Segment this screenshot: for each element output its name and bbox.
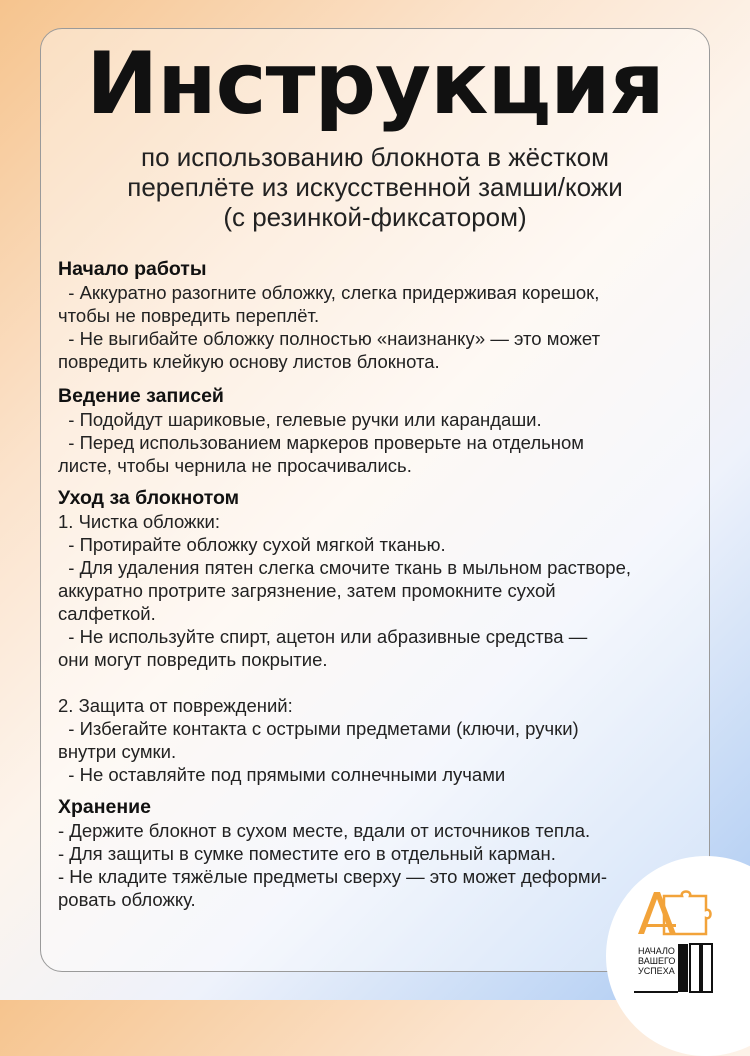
section-storage xyxy=(58,796,706,911)
text-line: 2. Защита от повреждений: xyxy=(58,695,293,716)
text-line: - Держите блокнот в сухом месте, вдали от источников тепла. xyxy=(58,820,591,841)
section-heading: Ведение записей xyxy=(58,385,224,407)
section-heading: Хранение xyxy=(58,796,151,818)
subtitle-line: (с резинкой-фиксатором) xyxy=(223,202,527,232)
page-subtitle xyxy=(0,142,750,232)
section-care xyxy=(58,487,706,786)
section-writing xyxy=(58,385,706,477)
text-line: - Не используйте спирт, ацетон или абразивные средства — xyxy=(58,626,588,647)
text-line: чтобы не повредить переплёт. xyxy=(58,305,320,326)
logo-bar xyxy=(690,944,700,992)
logo-letter-a-bar xyxy=(642,924,676,927)
section-heading: Уход за блокнотом xyxy=(58,487,240,509)
text-line: - Не выгибайте обложку полностью «наизнанку» — это может xyxy=(58,328,601,349)
text-line: - Не оставляйте под прямыми солнечными лучами xyxy=(58,764,506,785)
logo-letter-a xyxy=(638,892,676,934)
text-line: - Перед использованием маркеров проверьте на отдельном xyxy=(58,432,584,453)
text-line: повредить клейкую основу листов блокнота. xyxy=(58,351,440,372)
instruction-content xyxy=(58,258,706,911)
text-line: внутри сумки. xyxy=(58,741,177,762)
text-line: - Не кладите тяжёлые предметы сверху — это может деформи- xyxy=(58,866,608,887)
logo-text-line: ВАШЕГО xyxy=(638,956,676,966)
section-heading: Начало работы xyxy=(58,258,207,280)
page-title: Инструкция xyxy=(86,34,664,134)
text-line: - Протирайте обложку сухой мягкой тканью. xyxy=(58,534,446,555)
text-line: аккуратно протрите загрязнение, затем промокните сухой xyxy=(58,580,556,601)
logo-text-line: УСПЕХА xyxy=(638,966,675,976)
logo-text-line: НАЧАЛО xyxy=(638,946,675,956)
text-line: 1. Чистка обложки: xyxy=(58,511,220,532)
brand-logo xyxy=(634,884,716,994)
text-line: - Для защиты в сумке поместите его в отдельный карман. xyxy=(58,843,556,864)
text-line: - Избегайте контакта с острыми предметами (ключи, ручки) xyxy=(58,718,579,739)
text-line: - Подойдут шариковые, гелевые ручки или карандаши. xyxy=(58,409,542,430)
text-line: салфеткой. xyxy=(58,603,156,624)
logo-bar xyxy=(678,944,688,992)
logo-bar xyxy=(702,944,712,992)
text-line: листе, чтобы чернила не просачивались. xyxy=(58,455,412,476)
subtitle-line: по использованию блокнота в жёстком xyxy=(140,142,609,172)
section-start xyxy=(58,258,706,373)
subtitle-line: переплёте из искусственной замши/кожи xyxy=(127,172,623,202)
text-line: - Для удаления пятен слегка смочите ткань в мыльном растворе, xyxy=(58,557,632,578)
text-line: они могут повредить покрытие. xyxy=(58,649,328,670)
text-line: - Аккуратно разогните обложку, слегка придерживая корешок, xyxy=(58,282,600,303)
text-line: ровать обложку. xyxy=(58,889,196,910)
